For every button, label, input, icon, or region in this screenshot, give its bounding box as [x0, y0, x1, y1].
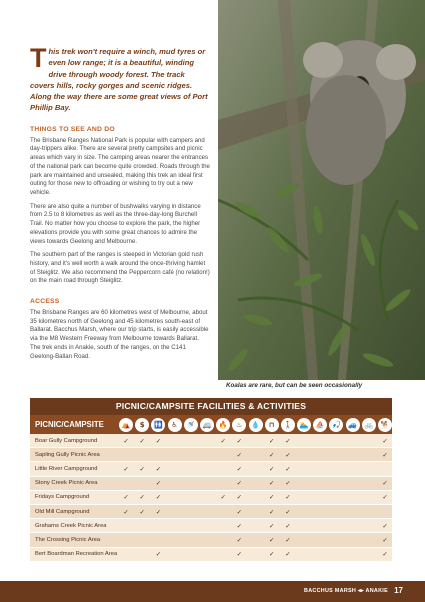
empty-cell: [200, 536, 214, 544]
things-paragraph-3: The southern part of the ranges is steeped in Victorian gold rush history, and it's well worth a walk around the once-thriving hamlet of Steiglitz. We also recommend the Peppercorn café (no relation!) on the main road through Steiglitz.: [30, 251, 210, 285]
empty-cell: [249, 550, 263, 558]
check-icon: ✓: [155, 493, 162, 502]
check-icon: ✓: [236, 464, 242, 473]
page-number: 17: [394, 586, 403, 595]
check-icon: ✓: [123, 507, 129, 516]
check-icon: ✓: [155, 507, 162, 516]
check-icon: ✓: [285, 493, 291, 502]
empty-cell: [168, 465, 182, 473]
empty-cell: [249, 508, 263, 516]
table-row: [30, 505, 392, 519]
check-icon: ✓: [139, 507, 145, 516]
things-paragraph-2: There are also quite a number of bushwalks varying in distance from 2.5 to 8 kilometres as well as the three-day-long Burchell Trail. No matter how you choose to explore the park, the higher elevations provide you with some great chances to admire the views towards Geelong and Melbourne.: [30, 202, 201, 245]
empty-cell: [184, 508, 198, 516]
empty-cell: [329, 437, 343, 445]
empty-cell: [362, 479, 376, 487]
table-body: [30, 434, 392, 562]
empty-cell: [362, 451, 376, 459]
empty-cell: [329, 536, 343, 544]
empty-cell: [297, 522, 311, 530]
check-icon: ✓: [269, 521, 275, 530]
picnic-table-icon: ⊓: [265, 418, 279, 432]
check-icon: ✓: [382, 450, 388, 459]
check-icon: ✓: [139, 436, 145, 445]
empty-cell: [119, 451, 133, 459]
empty-cell: [184, 493, 198, 501]
check-icon: ✓: [155, 550, 162, 559]
empty-cell: [151, 451, 165, 459]
dog-icon: 🐕: [378, 418, 392, 432]
empty-cell: [249, 451, 263, 459]
empty-cell: [135, 536, 149, 544]
things-heading: THINGS TO SEE AND DO: [30, 125, 115, 133]
empty-cell: [216, 451, 230, 459]
accessible-icon: ♿: [168, 418, 182, 432]
empty-cell: [168, 536, 182, 544]
access-paragraph: The Brisbane Ranges are 60 kilometres west of Melbourne, about 35 kilometres north of Geelong and 45 kilometres south-east of Ballarat. Bacchus Marsh, where our trip starts, is easily accessible via the M8 Western Freeway from Melbourne towards Ballarat. The trek ends in Anakie, south of the ranges, on the C141 Geelong-Ballan Road.: [30, 309, 209, 360]
koala-photo: [218, 0, 425, 380]
empty-cell: [200, 550, 214, 558]
empty-cell: [313, 550, 327, 558]
check-icon: ✓: [236, 521, 242, 530]
empty-cell: [249, 479, 263, 487]
empty-cell: [297, 550, 311, 558]
intro-paragraph: [30, 43, 210, 114]
empty-cell: [346, 522, 360, 530]
access-heading: ACCESS: [30, 298, 60, 306]
check-icon: ✓: [382, 436, 388, 445]
row-label: Bert Boardman Recreation Area: [35, 551, 118, 558]
check-icon: ✓: [236, 507, 242, 516]
empty-cell: [297, 508, 311, 516]
empty-cell: [362, 536, 376, 544]
empty-cell: [168, 437, 182, 445]
empty-cell: [346, 479, 360, 487]
empty-cell: [216, 508, 230, 516]
empty-cell: [346, 437, 360, 445]
row-label: The Crossing Picnic Area: [35, 536, 101, 543]
4wd-icon: 🚙: [346, 418, 360, 432]
row-label: Grahams Creek Picnic Area: [35, 522, 107, 529]
empty-cell: [216, 550, 230, 558]
swimming-icon: 🏊: [297, 418, 311, 432]
empty-cell: [249, 522, 263, 530]
empty-cell: [216, 536, 230, 544]
empty-cell: [362, 522, 376, 530]
check-icon: ✓: [285, 479, 291, 488]
empty-cell: [184, 465, 198, 473]
empty-cell: [329, 465, 343, 473]
empty-cell: [200, 437, 214, 445]
empty-cell: [119, 479, 133, 487]
photo-caption: Koalas are rare, but can be seen occasionally: [226, 382, 363, 389]
empty-cell: [346, 508, 360, 516]
empty-cell: [135, 451, 149, 459]
table-row: [30, 448, 392, 462]
check-icon: ✓: [285, 507, 291, 516]
empty-cell: [313, 479, 327, 487]
empty-cell: [135, 550, 149, 558]
table-title: PICNIC/CAMPSITE FACILITIES & ACTIVITIES: [30, 398, 392, 415]
empty-cell: [184, 550, 198, 558]
empty-cell: [313, 508, 327, 516]
empty-cell: [329, 508, 343, 516]
empty-cell: [297, 493, 311, 501]
empty-cell: [119, 550, 133, 558]
table-row: [30, 477, 392, 491]
check-icon: ✓: [269, 550, 275, 559]
walking-icon: 🚶: [281, 418, 295, 432]
intro-text: his trek won't require a winch, mud tyres or even low range; it is a beautiful, winding drive through woody forest. The track covers hills, rocky gorges and scenic ridges. Along the way there are some great views of Port Phillip Bay.: [30, 47, 208, 113]
empty-cell: [249, 465, 263, 473]
header-icons: [119, 418, 392, 432]
empty-cell: [216, 522, 230, 530]
empty-cell: [200, 522, 214, 530]
check-icon: ✓: [382, 479, 388, 488]
empty-cell: [297, 437, 311, 445]
empty-cell: [184, 536, 198, 544]
drop-cap: T: [30, 43, 47, 73]
empty-cell: [249, 493, 263, 501]
empty-cell: [378, 465, 392, 473]
shower-icon: 🚿: [184, 418, 198, 432]
facilities-table: [30, 398, 392, 562]
water-icon: 💧: [249, 418, 263, 432]
empty-cell: [313, 437, 327, 445]
empty-cell: [329, 493, 343, 501]
table-row: [30, 491, 392, 505]
empty-cell: [200, 508, 214, 516]
check-icon: ✓: [269, 535, 275, 544]
check-icon: ✓: [155, 436, 162, 445]
empty-cell: [184, 437, 198, 445]
check-icon: ✓: [269, 507, 275, 516]
empty-cell: [313, 536, 327, 544]
empty-cell: [346, 451, 360, 459]
fishing-icon: 🎣: [329, 418, 343, 432]
dollar-icon: $: [135, 418, 149, 432]
empty-cell: [313, 451, 327, 459]
empty-cell: [362, 465, 376, 473]
table-row: [30, 548, 392, 562]
check-icon: ✓: [269, 493, 275, 502]
empty-cell: [346, 465, 360, 473]
empty-cell: [297, 465, 311, 473]
check-icon: ✓: [123, 436, 129, 445]
cycling-icon: 🚲: [362, 418, 376, 432]
check-icon: ✓: [285, 464, 291, 473]
empty-cell: [168, 522, 182, 530]
row-label: Little River Campground: [35, 465, 98, 472]
check-icon: ✓: [139, 493, 145, 502]
check-icon: ✓: [236, 550, 242, 559]
empty-cell: [297, 451, 311, 459]
empty-cell: [168, 451, 182, 459]
empty-cell: [200, 493, 214, 501]
empty-cell: [119, 536, 133, 544]
things-paragraph-1: The Brisbane Ranges National Park is popular with campers and day-trippers alike. There are several pretty campsites and picnic areas which vary in size. The camping areas nearer the entrances of the national park can become quite crowded. Roads through the park are maintained and unsealed, making this trek an ideal first outing for those new to offroading or wishing to try out a new vehicle.: [30, 136, 210, 196]
check-icon: ✓: [382, 535, 388, 544]
row-label: Sapling Gully Picnic Area: [35, 451, 100, 458]
boat-icon: ⛵: [313, 418, 327, 432]
empty-cell: [200, 479, 214, 487]
check-icon: ✓: [285, 450, 291, 459]
check-icon: ✓: [285, 436, 291, 445]
check-icon: ✓: [285, 550, 291, 559]
check-icon: ✓: [269, 479, 275, 488]
empty-cell: [362, 550, 376, 558]
check-icon: ✓: [155, 464, 162, 473]
row-label: Fridays Campground: [35, 494, 90, 501]
check-icon: ✓: [123, 493, 129, 502]
text-column: [30, 43, 210, 366]
empty-cell: [249, 437, 263, 445]
check-icon: ✓: [236, 493, 242, 502]
row-label: Stony Creek Picnic Area: [35, 480, 98, 487]
empty-cell: [329, 522, 343, 530]
check-icon: ✓: [236, 436, 242, 445]
empty-cell: [313, 493, 327, 501]
empty-cell: [168, 550, 182, 558]
check-icon: ✓: [269, 464, 275, 473]
footer-route: BACCHUS MARSH ◂▸ ANAKIE: [304, 588, 388, 594]
tent-icon: ⛺: [119, 418, 133, 432]
page-footer: [0, 581, 425, 602]
empty-cell: [200, 465, 214, 473]
check-icon: ✓: [139, 464, 145, 473]
empty-cell: [119, 522, 133, 530]
row-label: Old Mill Campground: [35, 508, 90, 515]
empty-cell: [168, 508, 182, 516]
empty-cell: [313, 465, 327, 473]
check-icon: ✓: [285, 521, 291, 530]
row-label: Boar Gully Campground: [35, 437, 98, 444]
empty-cell: [313, 522, 327, 530]
check-icon: ✓: [382, 521, 388, 530]
check-icon: ✓: [155, 479, 162, 488]
empty-cell: [249, 536, 263, 544]
empty-cell: [378, 508, 392, 516]
table-row: [30, 434, 392, 448]
empty-cell: [346, 550, 360, 558]
empty-cell: [151, 536, 165, 544]
empty-cell: [346, 536, 360, 544]
check-icon: ✓: [285, 535, 291, 544]
empty-cell: [168, 479, 182, 487]
caravan-icon: 🚐: [200, 418, 214, 432]
table-row: [30, 519, 392, 533]
check-icon: ✓: [236, 535, 242, 544]
toilet-icon: 🚻: [151, 418, 165, 432]
empty-cell: [362, 493, 376, 501]
check-icon: ✓: [382, 493, 388, 502]
empty-cell: [362, 437, 376, 445]
empty-cell: [297, 479, 311, 487]
empty-cell: [151, 522, 165, 530]
bbq-icon: ♨: [232, 418, 246, 432]
empty-cell: [216, 479, 230, 487]
empty-cell: [297, 536, 311, 544]
empty-cell: [216, 465, 230, 473]
check-icon: ✓: [220, 493, 226, 502]
check-icon: ✓: [236, 450, 242, 459]
empty-cell: [362, 508, 376, 516]
table-row: [30, 533, 392, 547]
empty-cell: [135, 479, 149, 487]
table-row: [30, 462, 392, 476]
check-icon: ✓: [123, 464, 129, 473]
check-icon: ✓: [220, 436, 226, 445]
header-label: PICNIC/CAMPSITE: [35, 420, 104, 429]
empty-cell: [168, 493, 182, 501]
empty-cell: [329, 550, 343, 558]
empty-cell: [346, 493, 360, 501]
check-icon: ✓: [269, 450, 275, 459]
empty-cell: [184, 522, 198, 530]
empty-cell: [329, 479, 343, 487]
empty-cell: [329, 451, 343, 459]
table-header: [30, 415, 392, 434]
empty-cell: [200, 451, 214, 459]
empty-cell: [184, 479, 198, 487]
empty-cell: [135, 522, 149, 530]
check-icon: ✓: [236, 479, 242, 488]
check-icon: ✓: [382, 550, 388, 559]
koala-photo-illustration: [218, 0, 425, 380]
empty-cell: [184, 451, 198, 459]
campfire-icon: 🔥: [216, 418, 230, 432]
check-icon: ✓: [269, 436, 275, 445]
